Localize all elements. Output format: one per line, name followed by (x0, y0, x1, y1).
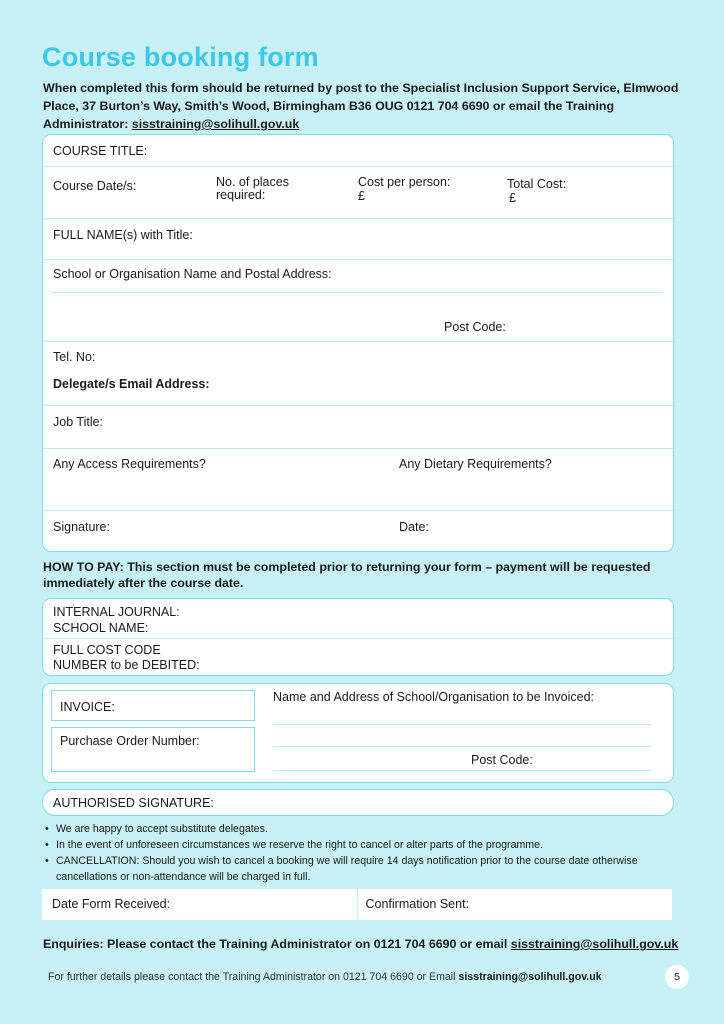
access-requirements-label: Any Access Requirements? (53, 457, 206, 471)
course-details-row (43, 167, 673, 219)
how-to-pay-heading: HOW TO PAY: (43, 560, 124, 574)
enquiries-text: Enquiries: Please contact the Training Administrator on 0121 704 6690 or email (43, 937, 511, 951)
terms-item: • We are happy to accept substitute delegates. (44, 821, 674, 837)
how-to-pay-text: This section must be completed prior to returning your form – payment will be requested immediately after the course date. (43, 560, 651, 590)
address-underline (51, 292, 663, 293)
confirmation-sent-label: Confirmation Sent: (365, 897, 470, 911)
job-title-label: Job Title: (53, 415, 104, 429)
purchase-order-label: Purchase Order Number: (60, 734, 200, 748)
cost-per-person-label: Cost per person: (358, 175, 451, 189)
school-address-row[interactable] (43, 260, 673, 342)
date-label: Date: (399, 520, 429, 534)
signature-row[interactable] (43, 511, 673, 551)
page-title: Course booking form (42, 42, 319, 72)
authorised-signature-box[interactable] (42, 789, 674, 816)
purchase-order-field[interactable] (51, 727, 255, 772)
cost-code-label-line2: NUMBER to be DEBITED: (53, 658, 200, 672)
return-instructions-text: When completed this form should be returned by post to the Specialist Inclusion Support Service, Elmwood Place, 37 Burton’s Way, Smith’s Wood, Birmingham B36 OUG 0121 704 6690 or email the Training Administrator: (43, 81, 679, 131)
dietary-requirements-label: Any Dietary Requirements? (399, 457, 552, 471)
total-currency: £ (509, 191, 516, 205)
how-to-pay (43, 559, 683, 591)
full-names-row[interactable] (43, 219, 673, 260)
invoice-post-code-label: Post Code: (471, 753, 533, 767)
booking-form (42, 134, 674, 552)
terms-item: • In the event of unforeseen circumstances we reserve the right to cancel or alter parts of the programme. (44, 837, 674, 853)
invoice-address-label: Name and Address of School/Organisation to be Invoiced: (273, 690, 595, 704)
page-footer (48, 971, 602, 983)
total-cost-label: Total Cost: (507, 177, 567, 191)
cost-code-label-line1: FULL COST CODE (53, 643, 161, 657)
date-received-label: Date Form Received: (52, 897, 171, 911)
course-dates-label: Course Date/s: (53, 179, 137, 193)
places-label-line1: No. of places (216, 175, 289, 189)
authorised-signature-label: AUTHORISED SIGNATURE: (53, 796, 214, 810)
page-number: 5 (665, 965, 689, 989)
school-address-label: School or Organisation Name and Postal Address: (53, 267, 332, 281)
enquiries (43, 937, 683, 951)
school-name-label: SCHOOL NAME: (53, 621, 149, 635)
invoice-address-line-2[interactable] (273, 746, 651, 747)
terms-item: • CANCELLATION: Should you wish to cancel a booking we will require 14 days notification prior to the course date otherwise cancellations or non-attendance will be charged in full. (44, 853, 674, 885)
invoice-field[interactable] (51, 690, 255, 721)
contact-row[interactable] (43, 342, 673, 406)
return-instructions (43, 79, 683, 133)
requirements-row[interactable] (43, 449, 673, 511)
full-names-label: FULL NAME(s) with Title: (53, 228, 193, 242)
internal-journal-label: INTERNAL JOURNAL: (53, 605, 180, 619)
delegate-email-label: Delegate/s Email Address: (53, 377, 210, 391)
course-title-row[interactable] (43, 135, 673, 167)
post-code-label: Post Code: (444, 320, 506, 334)
footer-email-link[interactable]: sisstraining@solihull.gov.uk (458, 971, 602, 983)
footer-text: For further details please contact the Training Administrator on 0121 704 6690 or Email (48, 971, 459, 983)
invoice-address-line-3[interactable] (273, 770, 651, 771)
school-name-row[interactable] (43, 599, 673, 639)
enquiries-email-link[interactable]: sisstraining@solihull.gov.uk (510, 937, 679, 951)
cost-code-row[interactable] (43, 639, 673, 675)
confirmation-sent-field[interactable] (358, 889, 673, 920)
signature-label: Signature: (53, 520, 110, 534)
places-label-line2: required: (216, 188, 266, 202)
internal-journal-box (42, 598, 674, 676)
cost-currency: £ (358, 189, 365, 203)
terms-list (44, 821, 674, 885)
course-title-label: COURSE TITLE: (53, 144, 148, 158)
office-use-box (42, 889, 672, 920)
invoice-address-line-1[interactable] (273, 724, 651, 725)
job-title-row[interactable] (43, 406, 673, 449)
invoice-label: INVOICE: (60, 700, 115, 714)
tel-label: Tel. No: (53, 350, 96, 364)
date-received-field[interactable] (42, 889, 358, 920)
invoice-box (42, 683, 674, 783)
training-email-link[interactable]: sisstraining@solihull.gov.uk (131, 117, 300, 131)
